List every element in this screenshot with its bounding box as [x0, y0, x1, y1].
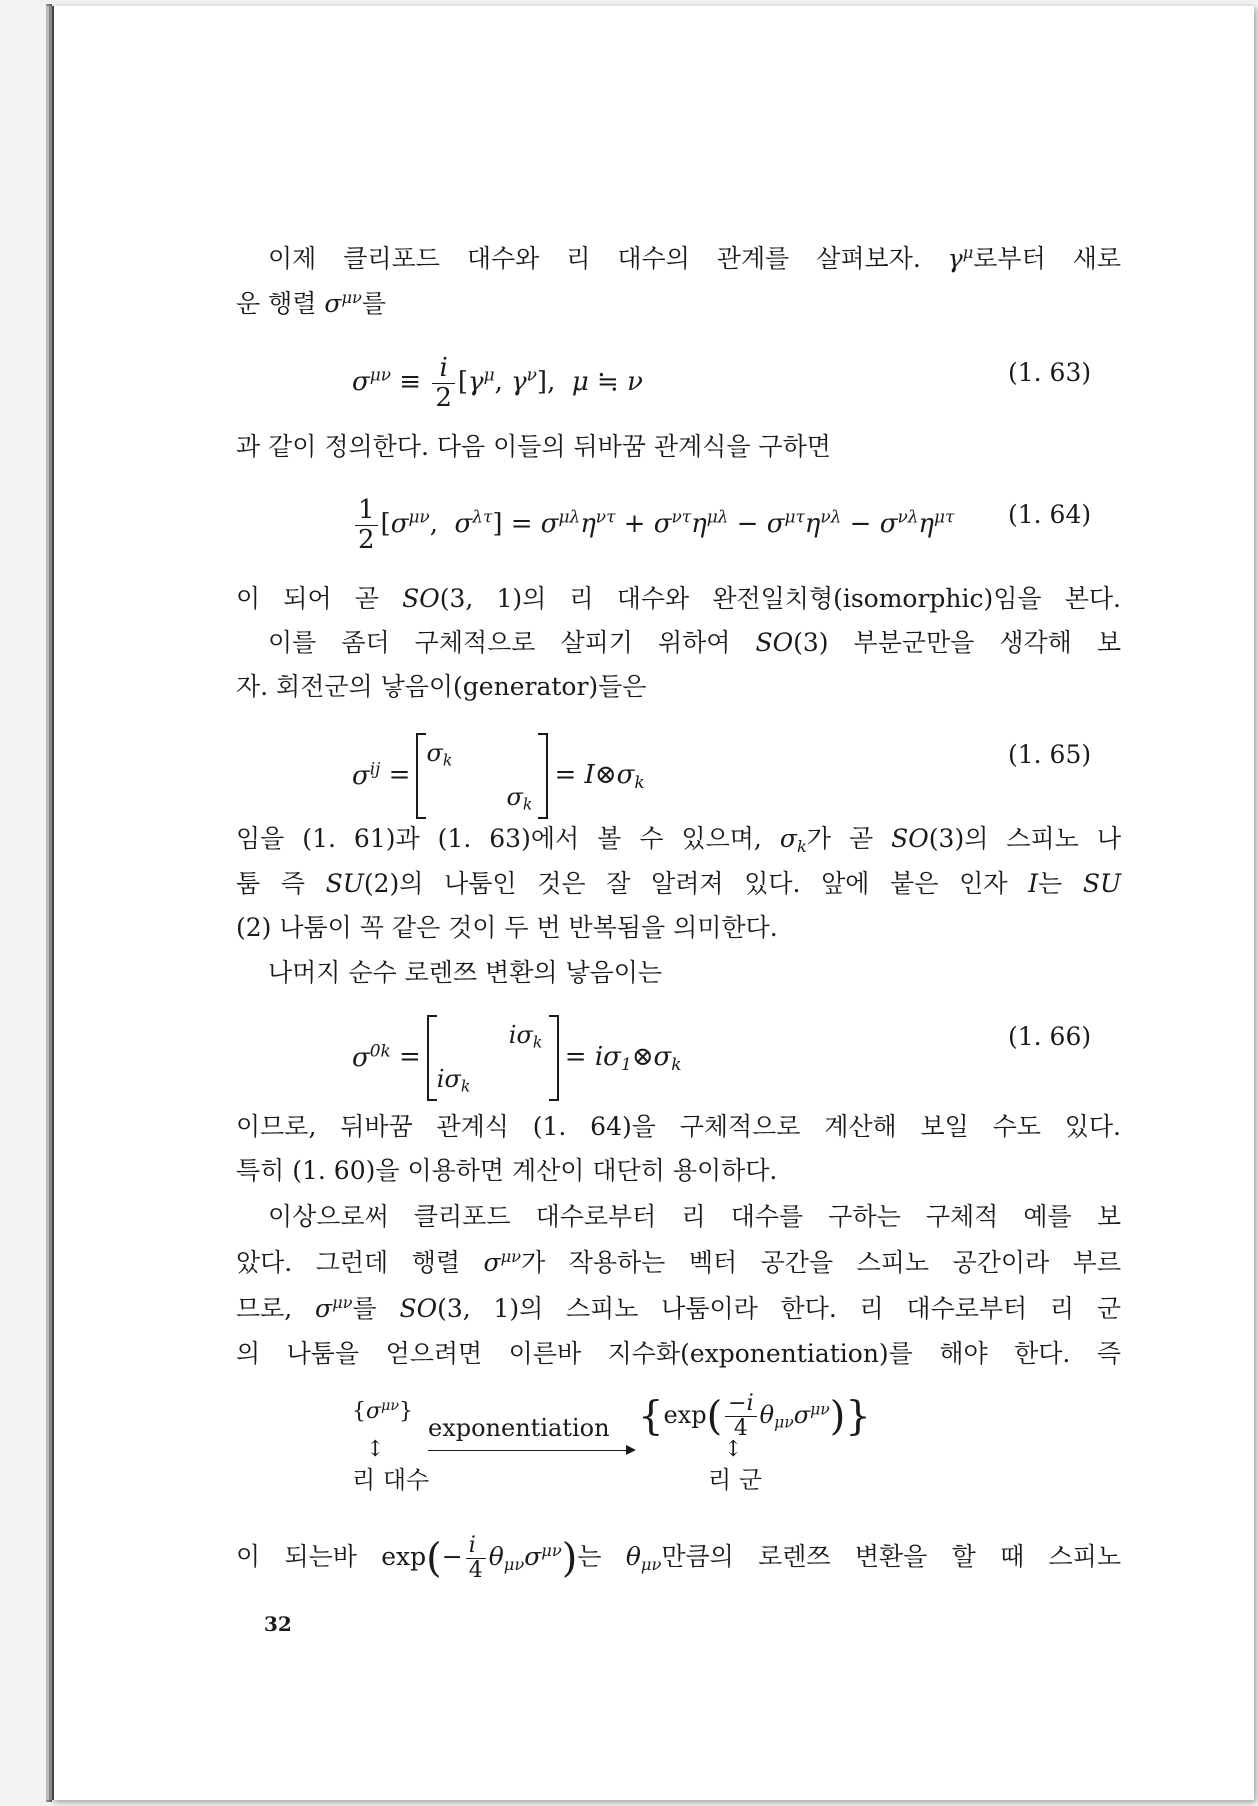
para6-line2: 았다. 그런데 행렬 $\sigma^{\mu\nu}$가 작용하는 벡터 공간을 스피노 공간이라 부르	[236, 1247, 1121, 1277]
para4-line4: 나머지 순수 로렌쯔 변환의 낳음이는	[268, 958, 663, 987]
para7-line1: 이 되는바 exp(− $\frac{i}{4}$ $\theta_{\mu\nu}\sigma^{\mu\nu}$)는 $\theta_{\mu\nu}$만큼의 로렌쯔 변환을 할 때 스피노	[236, 1532, 1121, 1583]
para4-line2: 툼 즉 SU(2)의 나툼인 것은 잘 알려져 있다. 앞에 붙은 인자 I는 SU	[236, 869, 1122, 898]
equation-number-1-65: (1. 65)	[1008, 740, 1092, 769]
para6-line4: 의 나툼을 얻으려면 이른바 지수화(exponentiation)를 해야 한다. 즉	[236, 1339, 1121, 1368]
para5-line2: 특히 (1. 60)을 이용하면 계산이 대단히 용이하다.	[236, 1156, 778, 1185]
equation-1-63: $\sigma^{\mu\nu}$ ≡ $\frac{i}{2}$ [$\gamma^\mu$, $\gamma^\nu$], μ ≒ ν	[352, 353, 643, 413]
para5-line1: 이므로, 뒤바꿈 관계식 (1. 64)을 구체적으로 계산해 보일 수도 있다.	[236, 1112, 1121, 1141]
para3-line3: 자. 회전군의 낳음이(generator)들은	[236, 672, 647, 701]
para3-line2: 이를 좀더 구체적으로 살피기 위하여 SO(3) 부분군만을 생각해 보	[268, 628, 1121, 657]
para4-line1: 임을 (1. 61)과 (1. 63)에서 볼 수 있으며, $\sigma_k$가 곧 SO(3)의 스피노 나	[236, 824, 1121, 856]
equation-number-1-64: (1. 64)	[1008, 500, 1092, 529]
diagram-left-label: 리 대수	[352, 1466, 430, 1494]
matrix-1-65: $\sigma_k$ $\sigma_k$	[416, 734, 548, 818]
para3-line1: 이 되어 곧 SO(3, 1)의 리 대수와 완전일치형(isomorphic)임을 본다.	[236, 584, 1121, 613]
para2-line1: 과 같이 정의한다. 다음 이들의 뒤바꿈 관계식을 구하면	[236, 432, 831, 461]
diagram-sigma-set: $\{\sigma^{\mu\nu}\}$	[352, 1398, 414, 1424]
diagram-updown-right: ↕	[724, 1437, 743, 1462]
equation-1-64: $\frac{1}{2}$ [$\sigma^{\mu\nu}$, $\sigma^{\lambda\tau}] = \sigma^{\mu\lambda}\eta^{\nu\tau} + \sigma^{\nu\tau}\eta^{\mu\lambda} - \sigma^{\mu\tau}\eta^{\nu\lambda} - \sigma^{\nu\lambda}\eta^{\mu\tau}$	[352, 496, 954, 554]
matrix-1-66: $i\sigma_k$ $i\sigma_k$	[427, 1016, 559, 1100]
diagram-arrow-line	[428, 1450, 628, 1451]
equation-1-66: $\sigma^{0k}$ = $i\sigma_k$ $i\sigma_k$ = $i\sigma_1\otimes\sigma_k$	[352, 1016, 681, 1100]
equation-1-65: $\sigma^{ij}$ = $\sigma_k$ $\sigma_k$ = $I\otimes\sigma_k$	[352, 734, 645, 818]
equation-number-1-66: (1. 66)	[1008, 1022, 1092, 1051]
equation-number-1-63: (1. 63)	[1008, 358, 1092, 387]
para1-line1: 이제 클리포드 대수와 리 대수의 관계를 살펴보자. $\gamma^\mu$로부터 새로	[268, 243, 1122, 273]
para6-line3: 므로, $\sigma^{\mu\nu}$를 SO(3, 1)의 스피노 나툼이라 한다. 리 대수로부터 리 군	[236, 1293, 1121, 1323]
diagram-updown-left: ↕	[366, 1437, 385, 1462]
page-number: 32	[264, 1612, 292, 1636]
diagram-arrow-head	[626, 1445, 636, 1455]
para1-line2: 운 행렬 $\sigma^{\mu\nu}$를	[236, 288, 387, 318]
para4-line3: (2) 나툼이 꼭 같은 것이 두 번 반복됨을 의미한다.	[236, 913, 778, 942]
diagram-arrow-label: exponentiation	[428, 1414, 610, 1442]
diagram-right-label: 리 군	[708, 1466, 762, 1494]
diagram-exp-set: {exp( $\frac{-i}{4}$ $\theta_{\mu\nu}\sigma^{\mu\nu}$)}	[638, 1391, 871, 1442]
para6-line1: 이상으로써 클리포드 대수로부터 리 대수를 구하는 구체적 예를 보	[268, 1202, 1121, 1231]
